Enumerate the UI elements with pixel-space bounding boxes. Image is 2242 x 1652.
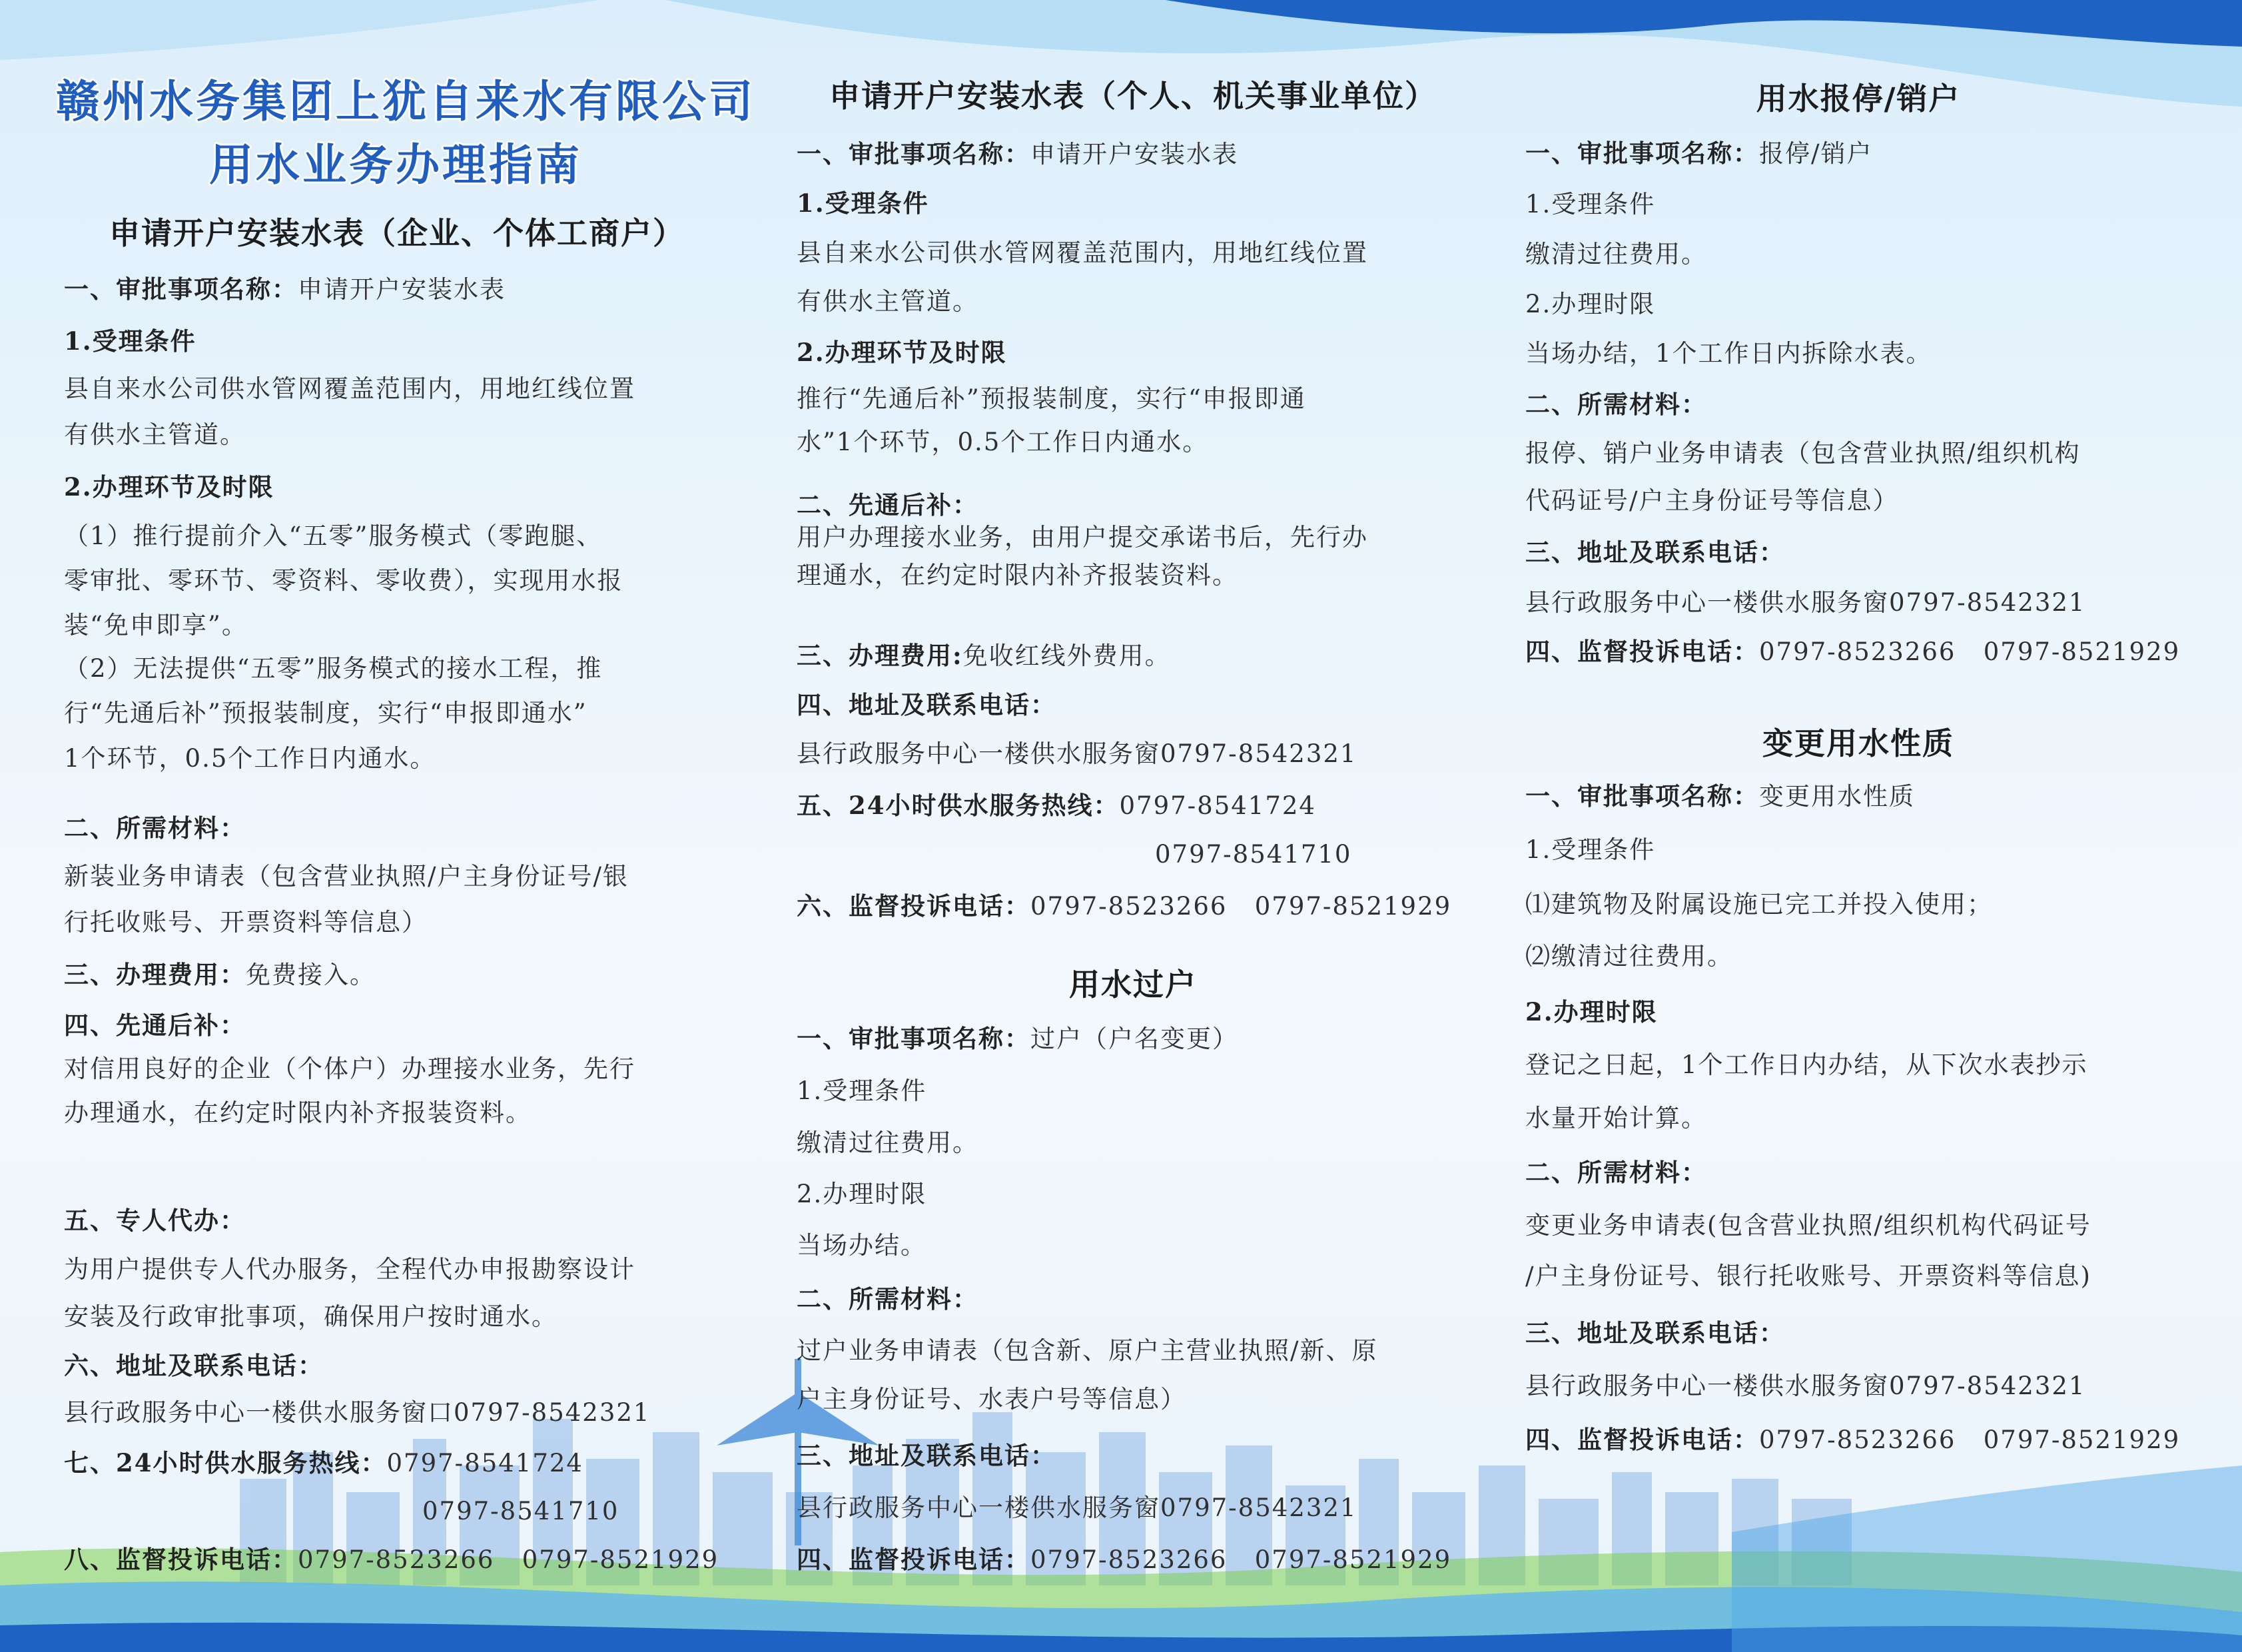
process-heading: 2.办理环节及时限 [64, 472, 274, 502]
materials-text: 行托收账号、开票资料等信息） [64, 908, 428, 937]
hotline-value: 0797-8541724 [386, 1449, 583, 1477]
top-left-wave [0, 0, 599, 60]
section-title: 变更用水性质 [1762, 725, 1954, 761]
bottom-right-wave [1732, 1465, 2242, 1652]
item-name-value: 申请开户安装水表 [298, 275, 506, 304]
supervision-label: 四、监督投诉电话： [1525, 1425, 1759, 1454]
supervision-value: 0797-8523266 0797-8521929 [298, 1545, 719, 1574]
address-text: 县行政服务中心一楼供水服务窗0797-8542321 [1525, 588, 2086, 617]
main-title-line1: 赣州水务集团上犹自来水有限公司 [56, 75, 755, 127]
acceptance-heading: 1.受理条件 [797, 189, 929, 218]
acceptance-text: 县自来水公司供水管网覆盖范围内，用地红线位置 [797, 238, 1368, 267]
agent-heading: 五、专人代办： [64, 1206, 246, 1235]
address-heading: 三、地址及联系电话： [797, 1441, 1056, 1470]
process-text: 1个环节，0.5个工作日内通水。 [64, 744, 436, 773]
materials-heading: 二、所需材料： [797, 1284, 978, 1314]
section-title: 用水报停/销户 [1756, 81, 1961, 117]
materials-heading: 二、所需材料： [1525, 390, 1707, 419]
hotline-value: 0797-8541710 [1155, 840, 1352, 869]
supervision-row [1525, 1424, 2180, 1455]
process-text: 装“免申即享”。 [64, 611, 248, 639]
materials-heading: 二、所需材料： [1525, 1158, 1707, 1187]
item-name-value: 报停/销户 [1759, 139, 1873, 168]
supervision-row [797, 1544, 1451, 1575]
hotline-label: 五、24小时供水服务热线： [797, 791, 1120, 820]
fee-label: 三、办理费用: [797, 641, 963, 670]
address-text: 县行政服务中心一楼供水服务窗0797-8542321 [1525, 1372, 2086, 1400]
process-text: 水”1个环节，0.5个工作日内通水。 [797, 428, 1209, 456]
supervision-row [797, 891, 1451, 922]
fee-value: 免收红线外费用。 [962, 641, 1171, 670]
acceptance-text: 县自来水公司供水管网覆盖范围内，用地红线位置 [64, 374, 635, 403]
item-name-row [797, 1023, 1238, 1054]
supervision-label: 四、监督投诉电话： [1525, 637, 1759, 666]
acceptance-heading: 1.受理条件 [64, 326, 196, 356]
first-connect-heading: 二、先通后补： [797, 490, 978, 520]
first-connect-text: 办理通水，在约定时限内补齐报装资料。 [64, 1098, 532, 1127]
hotline-row [797, 790, 1316, 821]
acceptance-text: 缴清过往费用。 [1525, 240, 1707, 268]
supervision-value: 0797-8523266 0797-8521929 [1030, 1545, 1452, 1574]
hotline-row [64, 1447, 583, 1479]
item-name-value: 变更用水性质 [1759, 782, 1915, 811]
hotline-value: 0797-8541724 [1119, 791, 1316, 820]
acceptance-text: 缴清过往费用。 [797, 1128, 978, 1157]
process-heading: 2.办理环节及时限 [797, 338, 1007, 367]
address-text: 县行政服务中心一楼供水服务窗0797-8542321 [797, 739, 1357, 768]
item-name-row [1525, 781, 1915, 812]
first-connect-text: 用户办理接水业务，由用户提交承诺书后，先行办 [797, 523, 1368, 552]
supervision-label: 四、监督投诉电话： [797, 1545, 1030, 1574]
address-heading: 四、地址及联系电话： [797, 690, 1056, 719]
address-heading: 六、地址及联系电话： [64, 1351, 324, 1380]
materials-text: 变更业务申请表(包含营业执照/组织机构代码证号 [1525, 1211, 2091, 1240]
address-text: 县行政服务中心一楼供水服务窗口0797-8542321 [64, 1398, 651, 1427]
supervision-value: 0797-8523266 0797-8521929 [1759, 637, 2181, 666]
process-text: 零审批、零环节、零资料、零收费），实现用水报 [64, 566, 623, 595]
item-name-row [1525, 138, 1872, 169]
process-text: （1）推行提前介入“五零”服务模式（零跑腿、 [64, 522, 603, 550]
address-heading: 三、地址及联系电话： [1525, 1318, 1785, 1348]
time-limit-text: 当场办结，1个工作日内拆除水表。 [1525, 339, 1932, 368]
time-limit-heading: 2.办理时限 [1525, 290, 1656, 318]
process-text: （2）无法提供“五零”服务模式的接水工程，推 [64, 654, 603, 683]
section-title: 申请开户安装水表（个人、机关事业单位） [829, 78, 1437, 114]
item-name-value: 过户（户名变更） [1030, 1025, 1238, 1053]
section-title: 用水过户 [1069, 967, 1197, 1003]
time-limit-heading: 2.办理时限 [1525, 997, 1658, 1027]
supervision-label: 六、监督投诉电话： [797, 891, 1030, 921]
address-heading: 三、地址及联系电话： [1525, 538, 1785, 567]
fee-value: 免费接入。 [246, 961, 376, 989]
acceptance-text: ⑵缴清过往费用。 [1525, 942, 1733, 971]
fee-label: 三、办理费用： [64, 960, 246, 989]
main-title-line2: 用水业务办理指南 [209, 139, 582, 191]
section-title: 申请开户安装水表（企业、个体工商户） [109, 215, 685, 251]
item-name-label: 一、审批事项名称： [64, 274, 298, 304]
materials-text: 代码证号/户主身份证号等信息） [1525, 486, 1899, 515]
supervision-row [64, 1544, 719, 1575]
first-connect-text: 对信用良好的企业（个体户）办理接水业务，先行 [64, 1054, 635, 1083]
materials-text: 新装业务申请表（包含营业执照/户主身份证号/银 [64, 862, 629, 891]
acceptance-heading: 1.受理条件 [797, 1076, 927, 1105]
first-connect-heading: 四、先通后补： [64, 1011, 246, 1040]
hotline-label: 七、24小时供水服务热线： [64, 1448, 387, 1477]
item-name-value: 申请开户安装水表 [1030, 140, 1238, 169]
materials-text: 过户业务申请表（包含新、原户主营业执照/新、原 [797, 1336, 1378, 1365]
fee-row [64, 959, 376, 991]
acceptance-text: ⑴建筑物及附属设施已完工并投入使用； [1525, 890, 1993, 919]
acceptance-text: 有供水主管道。 [797, 287, 978, 316]
process-text: 行“先通后补”预报装制度，实行“申报即通水” [64, 699, 587, 727]
time-limit-text: 水量开始计算。 [1525, 1104, 1707, 1132]
process-text: 推行“先通后补”预报装制度，实行“申报即通 [797, 384, 1306, 413]
agent-text: 安装及行政审批事项，确保用户按时通水。 [64, 1302, 558, 1331]
supervision-value: 0797-8523266 0797-8521929 [1030, 892, 1452, 921]
item-name-label: 一、审批事项名称： [1525, 139, 1759, 168]
materials-text: 户主身份证号、水表户号等信息） [797, 1385, 1186, 1414]
item-name-label: 一、审批事项名称： [1525, 781, 1759, 811]
item-name-row [797, 139, 1238, 170]
item-name-label: 一、审批事项名称： [797, 1024, 1030, 1053]
supervision-label: 八、监督投诉电话： [64, 1545, 298, 1574]
first-connect-text: 理通水，在约定时限内补齐报装资料。 [797, 561, 1238, 590]
address-text: 县行政服务中心一楼供水服务窗0797-8542321 [797, 1493, 1357, 1522]
materials-heading: 二、所需材料： [64, 813, 246, 843]
time-limit-text: 登记之日起，1个工作日内办结，从下次水表抄示 [1525, 1050, 2088, 1079]
materials-text: /户主身份证号、银行托收账号、开票资料等信息) [1525, 1262, 2091, 1290]
acceptance-heading: 1.受理条件 [1525, 190, 1656, 218]
agent-text: 为用户提供专人代办服务，全程代办申报勘察设计 [64, 1255, 635, 1284]
time-limit-text: 当场办结。 [797, 1231, 927, 1260]
hotline-value: 0797-8541710 [422, 1497, 619, 1525]
item-name-row [64, 274, 506, 305]
materials-text: 报停、销户业务申请表（包含营业执照/组织机构 [1525, 439, 2081, 468]
item-name-label: 一、审批事项名称： [797, 139, 1030, 169]
acceptance-text: 有供水主管道。 [64, 420, 246, 449]
time-limit-heading: 2.办理时限 [797, 1180, 927, 1208]
supervision-value: 0797-8523266 0797-8521929 [1759, 1426, 2181, 1454]
supervision-row [1525, 636, 2180, 667]
acceptance-heading: 1.受理条件 [1525, 835, 1656, 864]
fee-row [797, 640, 1171, 671]
